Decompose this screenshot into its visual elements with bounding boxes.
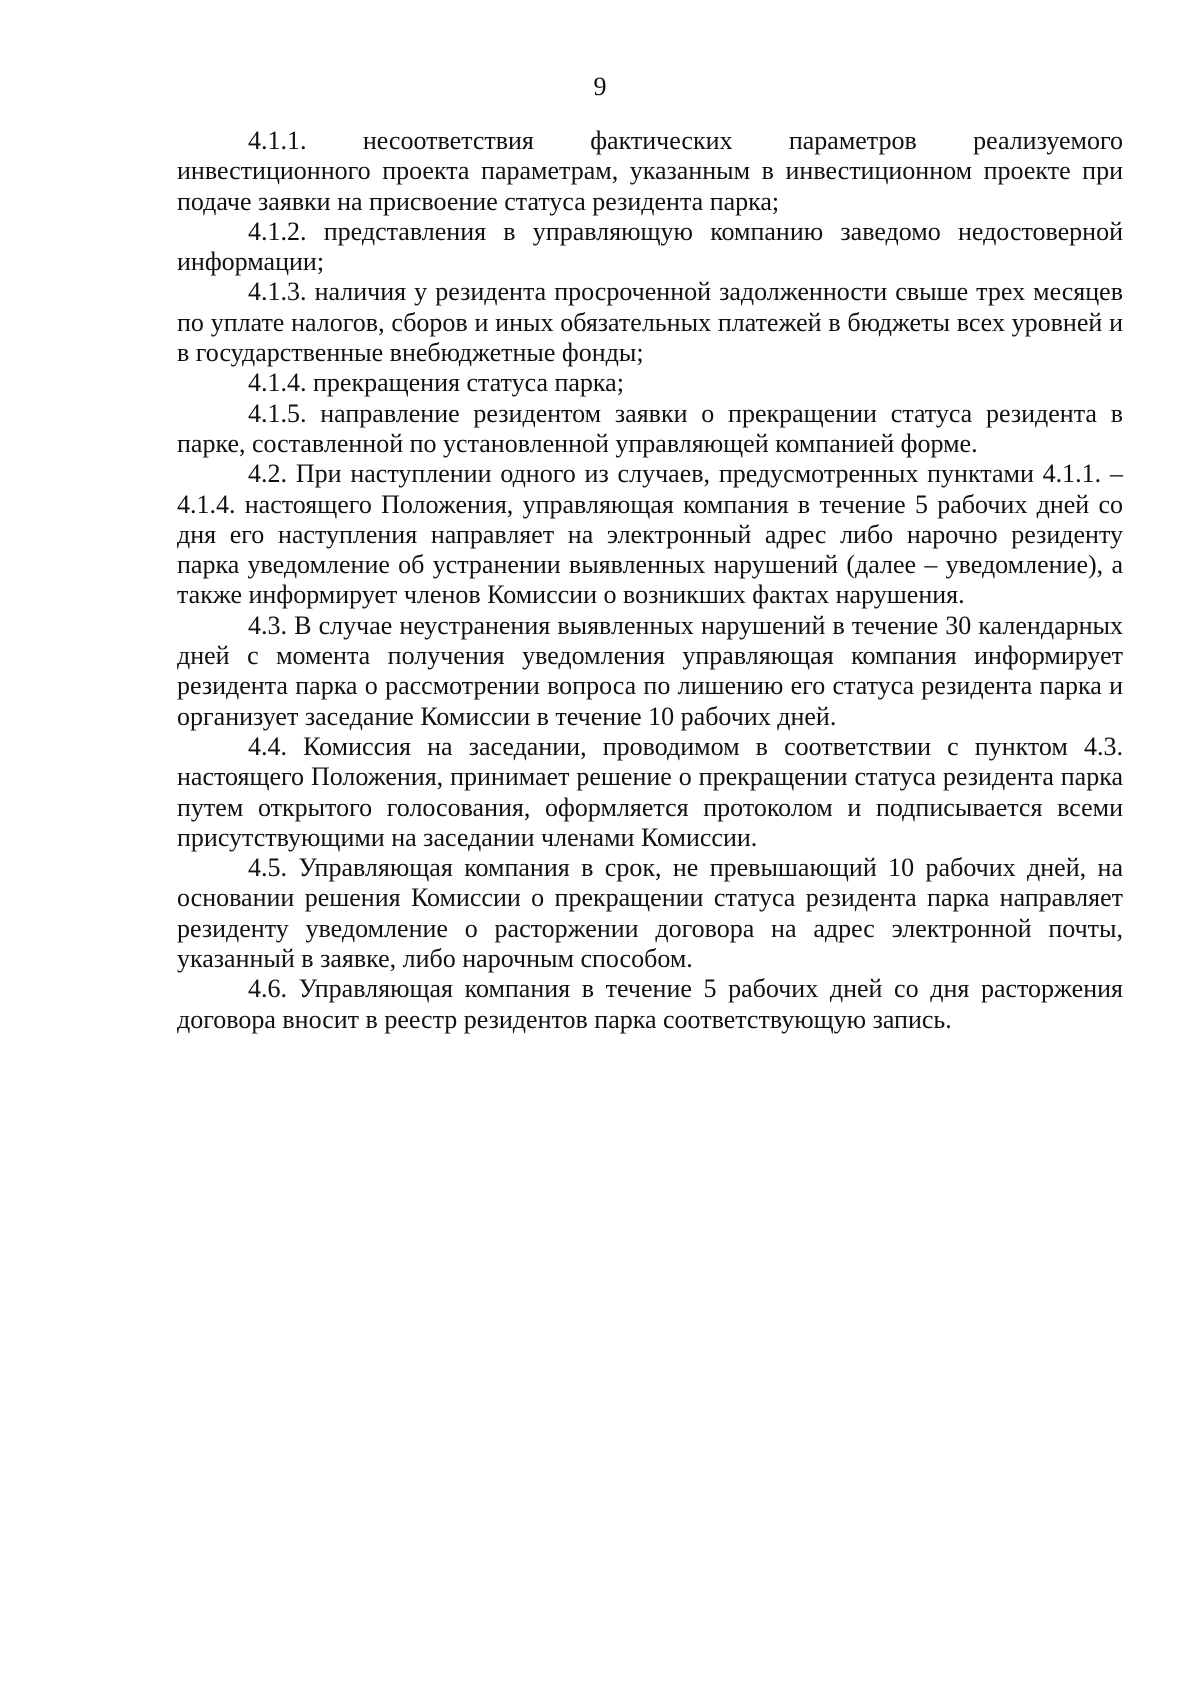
paragraph-4-1-5: 4.1.5. направление резидентом заявки о прекращении статуса резидента в парке, составленной по установленной управляющей компанией форме.: [177, 398, 1123, 458]
paragraph-4-1-4: 4.1.4. прекращения статуса парка;: [248, 368, 624, 398]
paragraph-4-5: 4.5. Управляющая компания в срок, не превышающий 10 рабочих дней, на основании решения Комиссии о прекращении статуса резидента парка направляет резиденту уведомление о расторжении договора на адрес электронной почты, указанный в заявке, либо нарочным способом.: [177, 853, 1123, 974]
document-body: [177, 126, 1123, 1035]
paragraph-4-1-1: 4.1.1. несоответствия фактических параметров реализуемого инвестиционного проекта параметрам, указанным в инвестиционном проекте при подаче заявки на присвоение статуса резидента парка;: [177, 126, 1123, 216]
paragraph-4-4: 4.4. Комиссия на заседании, проводимом в соответствии с пунктом 4.3. настоящего Положения, принимает решение о прекращении статуса резидента парка путем открытого голосования, оформляется протоколом и подписывается всеми присутствующими на заседании членами Комиссии.: [177, 731, 1123, 852]
page-number: 9: [593, 72, 607, 101]
paragraph-4-1-3: 4.1.3. наличия у резидента просроченной задолженности свыше трех месяцев по уплате налогов, сборов и иных обязательных платежей в бюджеты всех уровней и в государственные внебюджетные фонды;: [177, 277, 1123, 368]
paragraph-4-6: 4.6. Управляющая компания в течение 5 рабочих дней со дня расторжения договора вносит в реестр резидентов парка соответствующую запись.: [177, 974, 1123, 1034]
paragraph-4-3: 4.3. В случае неустранения выявленных нарушений в течение 30 календарных дней с момента получения уведомления управляющая компания информирует резидента парка о рассмотрении вопроса по лишению его статуса резидента парка и организует заседание Комиссии в течение 10 рабочих дней.: [177, 610, 1123, 731]
paragraph-4-1-2: 4.1.2. представления в управляющую компанию заведомо недостоверной информации;: [177, 216, 1123, 277]
paragraph-4-2: 4.2. При наступлении одного из случаев, предусмотренных пунктами 4.1.1. – 4.1.4. настоящего Положения, управляющая компания в течение 5 рабочих дней со дня его наступления направляет на электронный адрес либо нарочно резиденту парка уведомление об устранении выявленных нарушений (далее – уведомление), а также информирует членов Комиссии о возникших фактах нарушения.: [177, 459, 1123, 610]
